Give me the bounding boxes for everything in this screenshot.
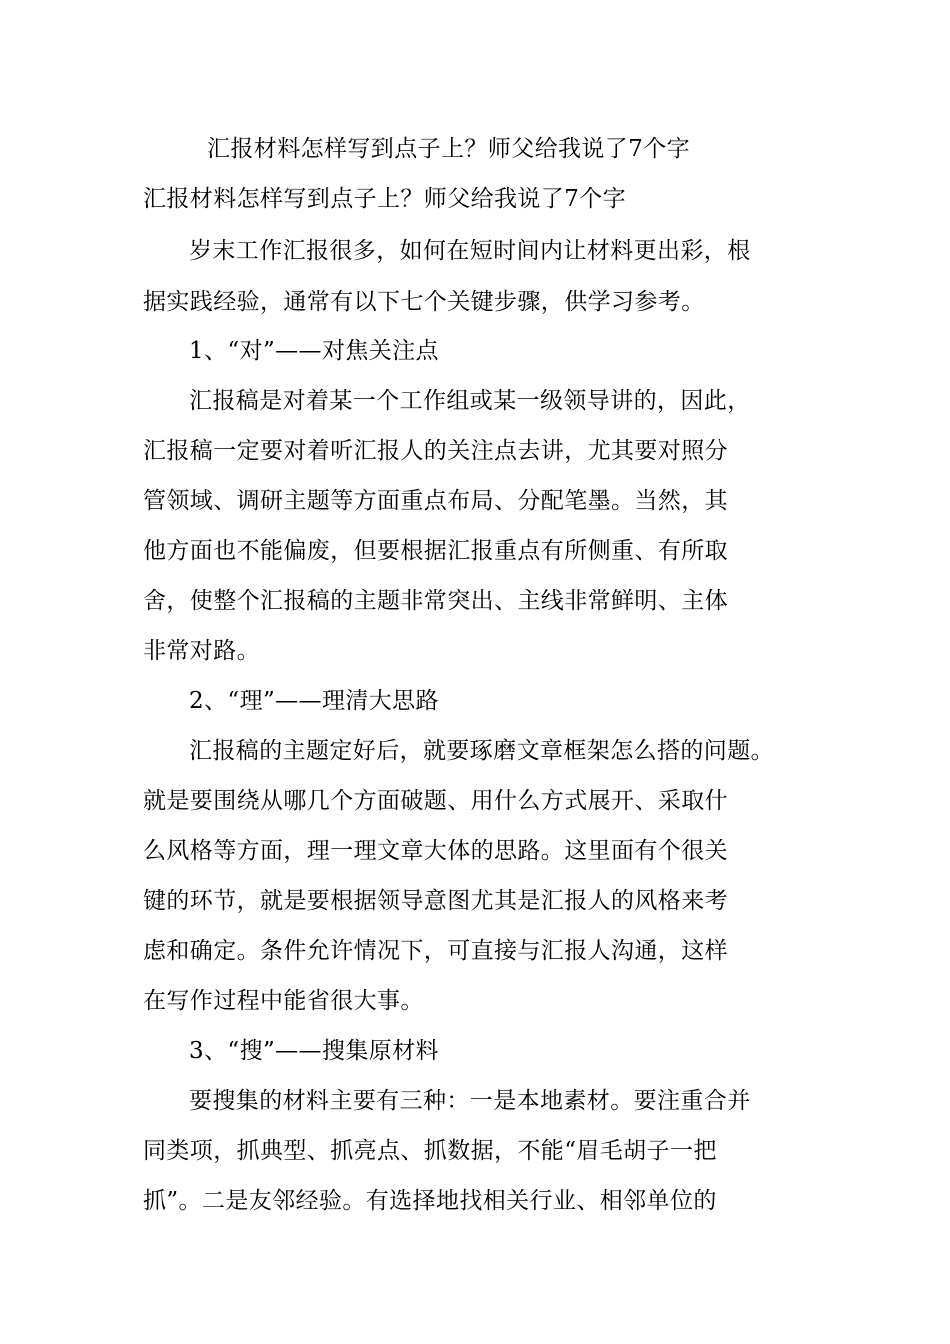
paragraph-line: 非常对路。 xyxy=(143,638,260,664)
paragraph-line: 汇报稿是对着某一个工作组或某一级领导讲的，因此， xyxy=(189,388,751,414)
paragraph-line: 么风格等方面，理一理文章大体的思路。这里面有个很关 xyxy=(143,838,728,864)
paragraph-line: 汇报稿的主题定好后，就要琢磨文章框架怎么搭的问题。 xyxy=(189,738,774,764)
intro-line: 岁末工作汇报很多，如何在短时间内让材料更出彩，根 xyxy=(189,238,751,264)
paragraph-line: 虑和确定。条件允许情况下，可直接与汇报人沟通，这样 xyxy=(143,938,728,964)
section-heading: 3、“搜”——搜集原材料 xyxy=(189,1038,439,1064)
document-title: 汇报材料怎样写到点子上？师父给我说了7个字 xyxy=(207,136,691,162)
paragraph-line: 要搜集的材料主要有三种：一是本地素材。要注重合并 xyxy=(189,1088,751,1114)
section-heading: 2、“理”——理清大思路 xyxy=(189,688,439,714)
paragraph-line: 就是要围绕从哪几个方面破题、用什么方式展开、采取什 xyxy=(143,788,728,814)
paragraph-line: 在写作过程中能省很大事。 xyxy=(143,988,424,1014)
paragraph-line: 管领域、调研主题等方面重点布局、分配笔墨。当然，其 xyxy=(143,488,728,514)
document-subtitle: 汇报材料怎样写到点子上？师父给我说了7个字 xyxy=(143,186,627,212)
section-heading: 1、“对”——对焦关注点 xyxy=(189,338,439,364)
paragraph-line: 汇报稿一定要对着听汇报人的关注点去讲，尤其要对照分 xyxy=(143,438,728,464)
intro-line: 据实践经验，通常有以下七个关键步骤，供学习参考。 xyxy=(143,289,705,315)
paragraph-line: 同类项，抓典型、抓亮点、抓数据，不能“眉毛胡子一把 xyxy=(143,1138,717,1164)
paragraph-line: 抓”。二是友邻经验。有选择地找相关行业、相邻单位的 xyxy=(143,1188,717,1214)
paragraph-line: 他方面也不能偏废，但要根据汇报重点有所侧重、有所取 xyxy=(143,538,728,564)
paragraph-line: 舍，使整个汇报稿的主题非常突出、主线非常鲜明、主体 xyxy=(143,588,728,614)
paragraph-line: 键的环节，就是要根据领导意图尤其是汇报人的风格来考 xyxy=(143,888,728,914)
